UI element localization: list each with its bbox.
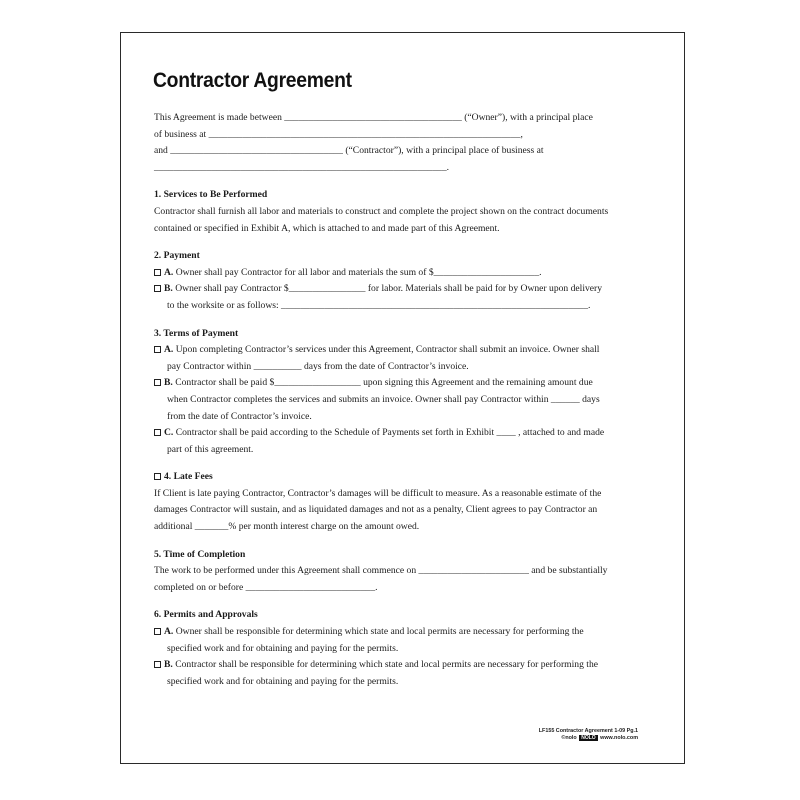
payment-a-checkbox[interactable] (154, 269, 161, 276)
permits-a-checkbox[interactable] (154, 628, 161, 635)
option-text: Contractor shall be paid $__________________ upon signing this Agreement and the remaining amount due (175, 377, 593, 389)
intro-text: and (154, 145, 168, 157)
option-label: B. (164, 659, 173, 671)
intro-line-1 (154, 110, 641, 127)
contractor-name-blank[interactable]: ____________________________________ (170, 145, 343, 157)
form-code: LF155 Contractor Agreement 1-09 Pg.1 (538, 728, 638, 734)
option-text: from the date of Contractor’s invoice. (167, 410, 312, 422)
section-heading-payment: 2. Payment (154, 250, 200, 262)
intro-text: (“Owner”), with a principal place (464, 112, 593, 123)
section-text: Contractor shall furnish all labor and materials to construct and complete the project shown on the contract documents (154, 205, 609, 217)
payment-option-b (154, 281, 641, 298)
page-footer (539, 728, 638, 742)
intro-text: This Agreement is made between (154, 112, 282, 123)
option-text: to the worksite or as follows: ________________________________________________________________. (167, 299, 591, 311)
section-heading-terms: 3. Terms of Payment (154, 327, 239, 339)
option-text: pay Contractor within __________ days from the date of Contractor’s invoice. (167, 360, 469, 372)
owner-name-blank[interactable]: _____________________________________ (284, 112, 462, 123)
option-text: Contractor shall be responsible for determining which state and local permits are necessary for performing the (175, 659, 598, 671)
option-label: B. (164, 377, 173, 389)
permits-option-b (154, 657, 641, 674)
option-label: A. (164, 266, 174, 278)
intro-text: of business at (154, 128, 207, 140)
section-text: damages Contractor will sustain, and as liquidated damages and not as a penalty, Client agrees to pay Contractor an (154, 504, 598, 516)
heading-text: 4. Late Fees (164, 471, 213, 483)
intro-text: (“Contractor”), with a principal place of business at (345, 145, 544, 157)
document-title: Contractor Agreement (153, 69, 352, 92)
option-text: specified work and for obtaining and paying for the permits. (167, 642, 399, 654)
payment-option-a (154, 265, 641, 282)
option-label: A. (164, 626, 174, 638)
section-text: additional _______% per month interest charge on the amount owed. (154, 521, 420, 533)
option-text: when Contractor completes the services and submits an invoice. Owner shall pay Contractor within ______ days (167, 393, 600, 405)
section-heading-permits: 6. Permits and Approvals (154, 609, 258, 621)
terms-a-checkbox[interactable] (154, 346, 161, 353)
option-text: specified work and for obtaining and paying for the permits. (167, 675, 399, 687)
section-text: If Client is late paying Contractor, Contractor’s damages will be difficult to measure. As a reasonable estimate of the (154, 487, 602, 499)
intro-text: , (520, 128, 523, 140)
option-text: Contractor shall be paid according to the Schedule of Payments set forth in Exhibit ____ , attached to and made (175, 427, 605, 439)
section-heading-completion: 5. Time of Completion (154, 548, 246, 560)
terms-option-c (154, 425, 641, 442)
terms-option-a (154, 342, 641, 359)
intro-line-3 (154, 143, 641, 160)
permits-b-checkbox[interactable] (154, 661, 161, 668)
permits-option-a (154, 624, 641, 641)
copyright-text: ©nolo (561, 735, 577, 741)
website-url: www.nolo.com (600, 735, 638, 741)
option-label: B. (164, 283, 173, 295)
option-text: part of this agreement. (167, 443, 254, 455)
option-label: A. (164, 344, 174, 356)
option-text: Owner shall pay Contractor $________________ for labor. Materials shall be paid for by Owner upon delivery (175, 283, 603, 295)
section-text: contained or specified in Exhibit A, which is attached to and made part of this Agreement. (154, 222, 500, 234)
section-heading-services: 1. Services to Be Performed (154, 189, 268, 201)
section-heading-late-fees (154, 469, 641, 486)
intro-line-2 (154, 127, 641, 144)
section-text: The work to be performed under this Agreement shall commence on _______________________ and be substantially (154, 565, 608, 577)
option-text: Owner shall be responsible for determining which state and local permits are necessary for performing the (175, 626, 584, 638)
option-label: C. (164, 427, 174, 439)
nolo-logo: NOLO (581, 735, 596, 741)
option-text: Owner shall pay Contractor for all labor and materials the sum of $______________________. (175, 266, 542, 278)
document-page (120, 32, 685, 764)
contractor-address-blank[interactable]: _____________________________________________________________. (154, 161, 450, 173)
payment-b-checkbox[interactable] (154, 285, 161, 292)
option-text: Upon completing Contractor’s services under this Agreement, Contractor shall submit an invoice. Owner shall (175, 344, 600, 356)
terms-b-checkbox[interactable] (154, 379, 161, 386)
terms-c-checkbox[interactable] (154, 429, 161, 436)
late-fees-checkbox[interactable] (154, 473, 161, 480)
section-text: completed on or before ___________________________. (154, 581, 378, 593)
owner-address-blank[interactable]: _________________________________________________________________ (208, 128, 521, 140)
document-body (154, 110, 641, 690)
terms-option-b (154, 375, 641, 392)
